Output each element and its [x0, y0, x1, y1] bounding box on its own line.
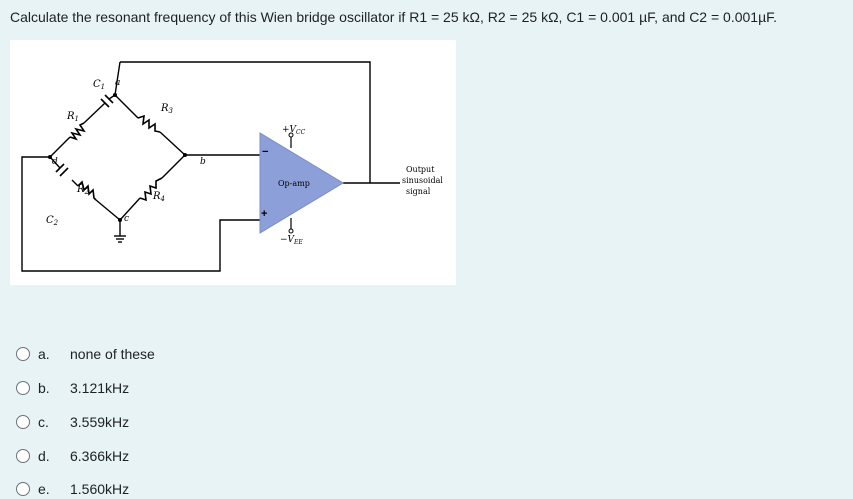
label-output-3: signal	[406, 187, 431, 196]
radio-option-b[interactable]	[16, 381, 30, 395]
radio-option-e[interactable]	[16, 482, 30, 496]
option-letter: a.	[38, 346, 50, 362]
label-r4: $R_4$	[153, 191, 165, 203]
option-d[interactable]	[16, 446, 129, 466]
label-c2: $C_2$	[46, 215, 59, 227]
option-letter: e.	[38, 481, 50, 497]
label-vee: $-V_{EE}$	[280, 235, 303, 246]
option-text: 3.559kHz	[70, 414, 130, 430]
label-vcc: $+V_{CC}$	[282, 125, 306, 136]
radio-option-d[interactable]	[16, 449, 30, 463]
label-plus: +	[261, 208, 268, 220]
label-output-1: Output	[406, 165, 435, 174]
option-text: 6.366kHz	[70, 448, 130, 464]
option-c[interactable]	[16, 412, 129, 432]
radio-option-a[interactable]	[16, 347, 30, 361]
label-node-b: b	[200, 157, 206, 167]
label-r1: $R_1$	[67, 111, 79, 123]
ground-icon	[114, 236, 126, 242]
label-node-d: d	[52, 157, 58, 167]
circuit-wires	[22, 62, 400, 271]
option-letter: d.	[38, 448, 50, 464]
option-text: 3.121kHz	[70, 380, 130, 396]
label-r3: $R_3$	[161, 103, 173, 115]
option-e[interactable]	[16, 479, 129, 499]
label-node-c: c	[124, 214, 130, 224]
option-letter: c.	[38, 414, 49, 430]
resistor-r3	[138, 116, 160, 132]
option-letter: b.	[38, 380, 50, 396]
circuit-diagram	[10, 40, 456, 285]
option-text: none of these	[70, 346, 155, 362]
resistor-r1	[70, 123, 84, 139]
label-output-2: sinusoidal	[402, 176, 443, 185]
option-a[interactable]	[16, 344, 155, 364]
label-minus: −	[262, 146, 269, 158]
label-c1: $C_1$	[93, 79, 106, 91]
option-text: 1.560kHz	[70, 481, 130, 497]
radio-option-c[interactable]	[16, 415, 30, 429]
label-opamp: Op-amp	[278, 179, 310, 188]
question-text: Calculate the resonant frequency of this Wien bridge oscillator if R1 = 25 kΩ, R2 = 25 kΩ, C1 = 0.001 µF, and C2 = 0.001µF.	[10, 9, 778, 25]
label-r2: $R_2$	[77, 184, 89, 196]
label-node-a: a	[115, 78, 121, 88]
option-b[interactable]	[16, 378, 129, 398]
